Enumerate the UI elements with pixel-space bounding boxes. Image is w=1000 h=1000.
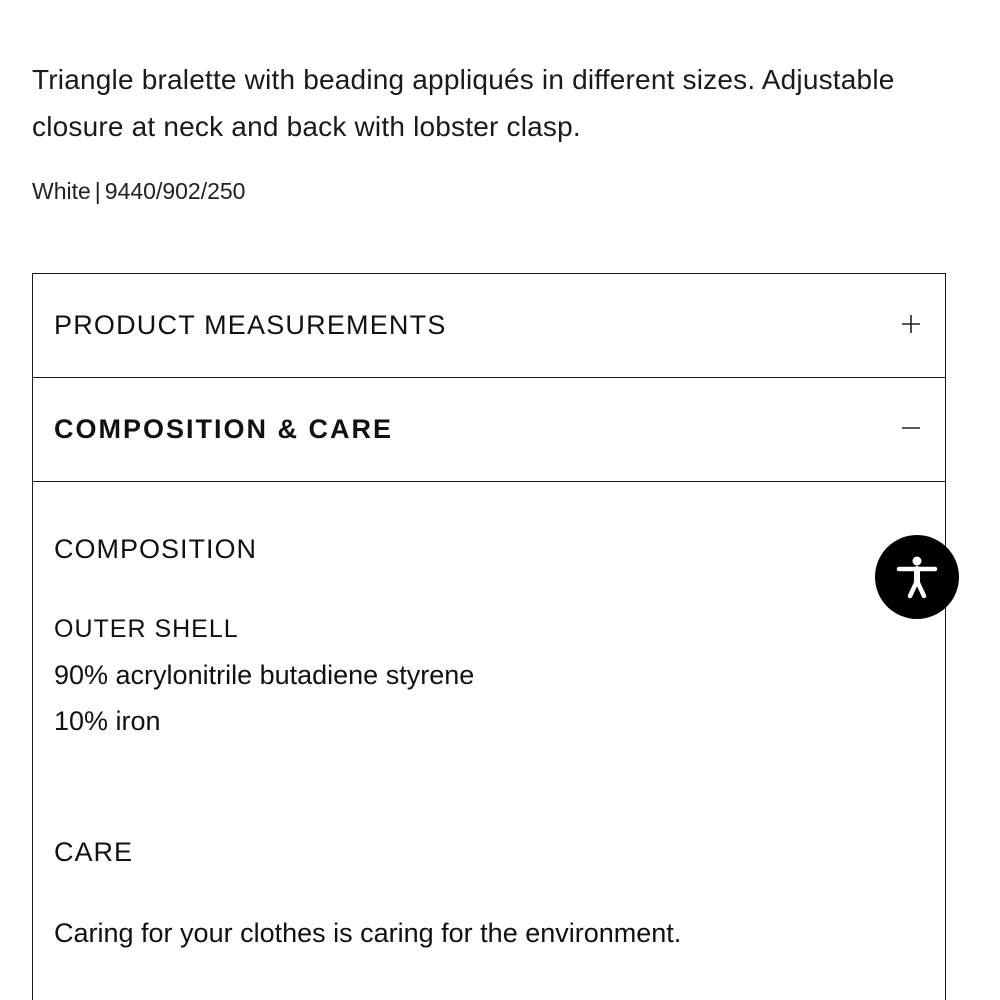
outer-shell-label: OUTER SHELL [54,615,239,643]
product-color: White [32,178,91,204]
material-line: 90% acrylonitrile butadiene styrene [54,660,475,690]
product-description: Triangle bralette with beading appliqués in different sizes. Adjustable closure at neck and back with lobster clasp. [32,64,895,142]
composition-heading: COMPOSITION [54,534,258,564]
product-color-reference [32,176,245,206]
product-reference: 9440/902/250 [104,178,246,204]
accessibility-icon [892,552,942,602]
separator: | [94,178,101,204]
accordion-panel-composition-care [33,482,945,1000]
minus-icon[interactable] [901,418,921,438]
care-text: Caring for your clothes is caring for the environment. [54,918,682,948]
accordion-header-composition-care[interactable] [33,378,945,482]
plus-icon[interactable] [901,314,921,334]
care-heading: CARE [54,837,134,867]
product-info-accordion [32,273,946,1000]
material-line: 10% iron [54,706,161,736]
accordion-title: COMPOSITION & CARE [54,414,394,444]
accessibility-button[interactable] [875,535,959,619]
accordion-header-product-measurements[interactable] [33,274,945,378]
accordion-title: PRODUCT MEASUREMENTS [54,310,447,340]
